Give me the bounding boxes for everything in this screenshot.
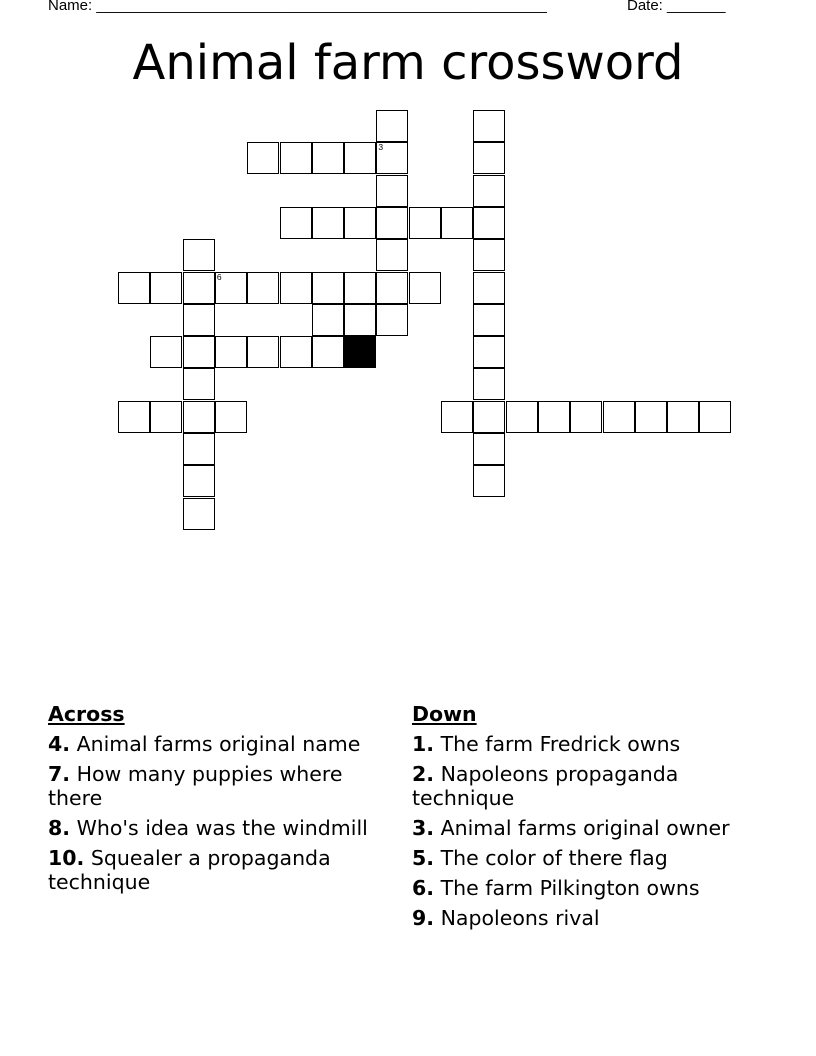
clue-text: Animal farms original name [76, 732, 361, 756]
grid-cell[interactable] [473, 142, 505, 174]
grid-cell[interactable] [409, 207, 441, 239]
grid-cell[interactable] [183, 336, 215, 368]
clue-text: Napoleons propaganda technique [412, 762, 679, 810]
grid-cell[interactable] [118, 272, 150, 304]
name-field-label: Name: ______________________________________________________ [48, 0, 547, 14]
grid-cell[interactable] [409, 272, 441, 304]
grid-cell[interactable] [247, 336, 279, 368]
grid-cell[interactable] [150, 401, 182, 433]
grid-cell[interactable] [473, 465, 505, 497]
clue-number: 2. [412, 762, 435, 786]
grid-cell[interactable] [183, 465, 215, 497]
grid-cell[interactable] [150, 272, 182, 304]
clue-text: Squealer a propaganda technique [48, 846, 331, 894]
clue-number: 8. [48, 816, 71, 840]
grid-cell[interactable] [506, 401, 538, 433]
grid-cell[interactable] [312, 336, 344, 368]
grid-cell[interactable] [280, 207, 312, 239]
grid-cell[interactable] [473, 304, 505, 336]
grid-cell[interactable] [247, 142, 279, 174]
across-clue [48, 816, 393, 840]
grid-cell[interactable] [699, 401, 731, 433]
grid-cell[interactable] [667, 401, 699, 433]
across-heading: Across [48, 702, 125, 726]
grid-cell[interactable] [312, 304, 344, 336]
clue-number: 1. [412, 732, 435, 756]
grid-cell[interactable] [247, 272, 279, 304]
grid-cell[interactable] [473, 239, 505, 271]
clue-text: The farm Pilkington owns [440, 876, 700, 900]
down-clue [412, 876, 762, 900]
grid-cell[interactable] [635, 401, 667, 433]
across-clue [48, 732, 393, 756]
grid-cell[interactable] [215, 272, 247, 304]
grid-cell[interactable] [441, 401, 473, 433]
down-clue [412, 906, 762, 930]
grid-cell[interactable] [473, 401, 505, 433]
grid-cell[interactable] [473, 110, 505, 142]
grid-cell[interactable] [376, 110, 408, 142]
clue-text: Napoleons rival [440, 906, 600, 930]
grid-cell[interactable] [538, 401, 570, 433]
grid-cell[interactable] [473, 175, 505, 207]
grid-cell[interactable] [150, 336, 182, 368]
clue-number: 4. [48, 732, 71, 756]
clue-text: The farm Fredrick owns [440, 732, 681, 756]
down-clue [412, 732, 762, 756]
clue-number: 3. [412, 816, 435, 840]
down-clues [412, 702, 762, 936]
grid-cell[interactable] [183, 401, 215, 433]
clue-number: 9. [412, 906, 435, 930]
grid-cell[interactable] [473, 368, 505, 400]
grid-cell[interactable] [376, 304, 408, 336]
clue-text: The color of there flag [440, 846, 668, 870]
date-field-label: Date: _______ [627, 0, 726, 14]
grid-cell[interactable] [344, 142, 376, 174]
down-clue [412, 816, 762, 840]
grid-cell[interactable] [183, 239, 215, 271]
clue-number: 10. [48, 846, 85, 870]
page-title: Animal farm crossword [132, 35, 684, 91]
grid-cell[interactable] [183, 304, 215, 336]
grid-cell[interactable] [344, 272, 376, 304]
grid-cell[interactable] [118, 401, 150, 433]
grid-cell[interactable] [215, 401, 247, 433]
grid-cell[interactable] [473, 272, 505, 304]
grid-cell[interactable] [183, 272, 215, 304]
grid-cell[interactable] [570, 401, 602, 433]
grid-cell[interactable] [183, 433, 215, 465]
down-clue [412, 846, 762, 870]
grid-cell[interactable] [344, 304, 376, 336]
grid-cell[interactable] [376, 239, 408, 271]
down-clue [412, 762, 762, 810]
grid-cell[interactable] [312, 142, 344, 174]
grid-cell[interactable] [280, 272, 312, 304]
across-clues [48, 702, 393, 900]
grid-cell[interactable] [376, 207, 408, 239]
clue-text: Who's idea was the windmill [76, 816, 368, 840]
clue-number: 7. [48, 762, 71, 786]
clue-number: 5. [412, 846, 435, 870]
grid-cell[interactable] [441, 207, 473, 239]
grid-cell[interactable] [473, 433, 505, 465]
clue-number: 6. [412, 876, 435, 900]
grid-cell[interactable] [603, 401, 635, 433]
cell-number: 6 [216, 271, 222, 282]
down-heading: Down [412, 702, 477, 726]
black-square [344, 336, 376, 368]
grid-cell[interactable] [183, 368, 215, 400]
grid-cell[interactable] [473, 336, 505, 368]
grid-cell[interactable] [473, 207, 505, 239]
clue-text: Animal farms original owner [440, 816, 730, 840]
grid-cell[interactable] [376, 272, 408, 304]
grid-cell[interactable] [376, 175, 408, 207]
clue-text: How many puppies where there [48, 762, 343, 810]
across-clue [48, 846, 393, 894]
cell-number: 3 [378, 142, 384, 153]
grid-cell[interactable] [280, 336, 312, 368]
grid-cell[interactable] [183, 498, 215, 530]
grid-cell[interactable] [280, 142, 312, 174]
grid-cell[interactable] [376, 142, 408, 174]
grid-cell[interactable] [312, 272, 344, 304]
grid-cell[interactable] [215, 336, 247, 368]
grid-cell[interactable] [344, 207, 376, 239]
across-clue [48, 762, 393, 810]
grid-cell[interactable] [312, 207, 344, 239]
